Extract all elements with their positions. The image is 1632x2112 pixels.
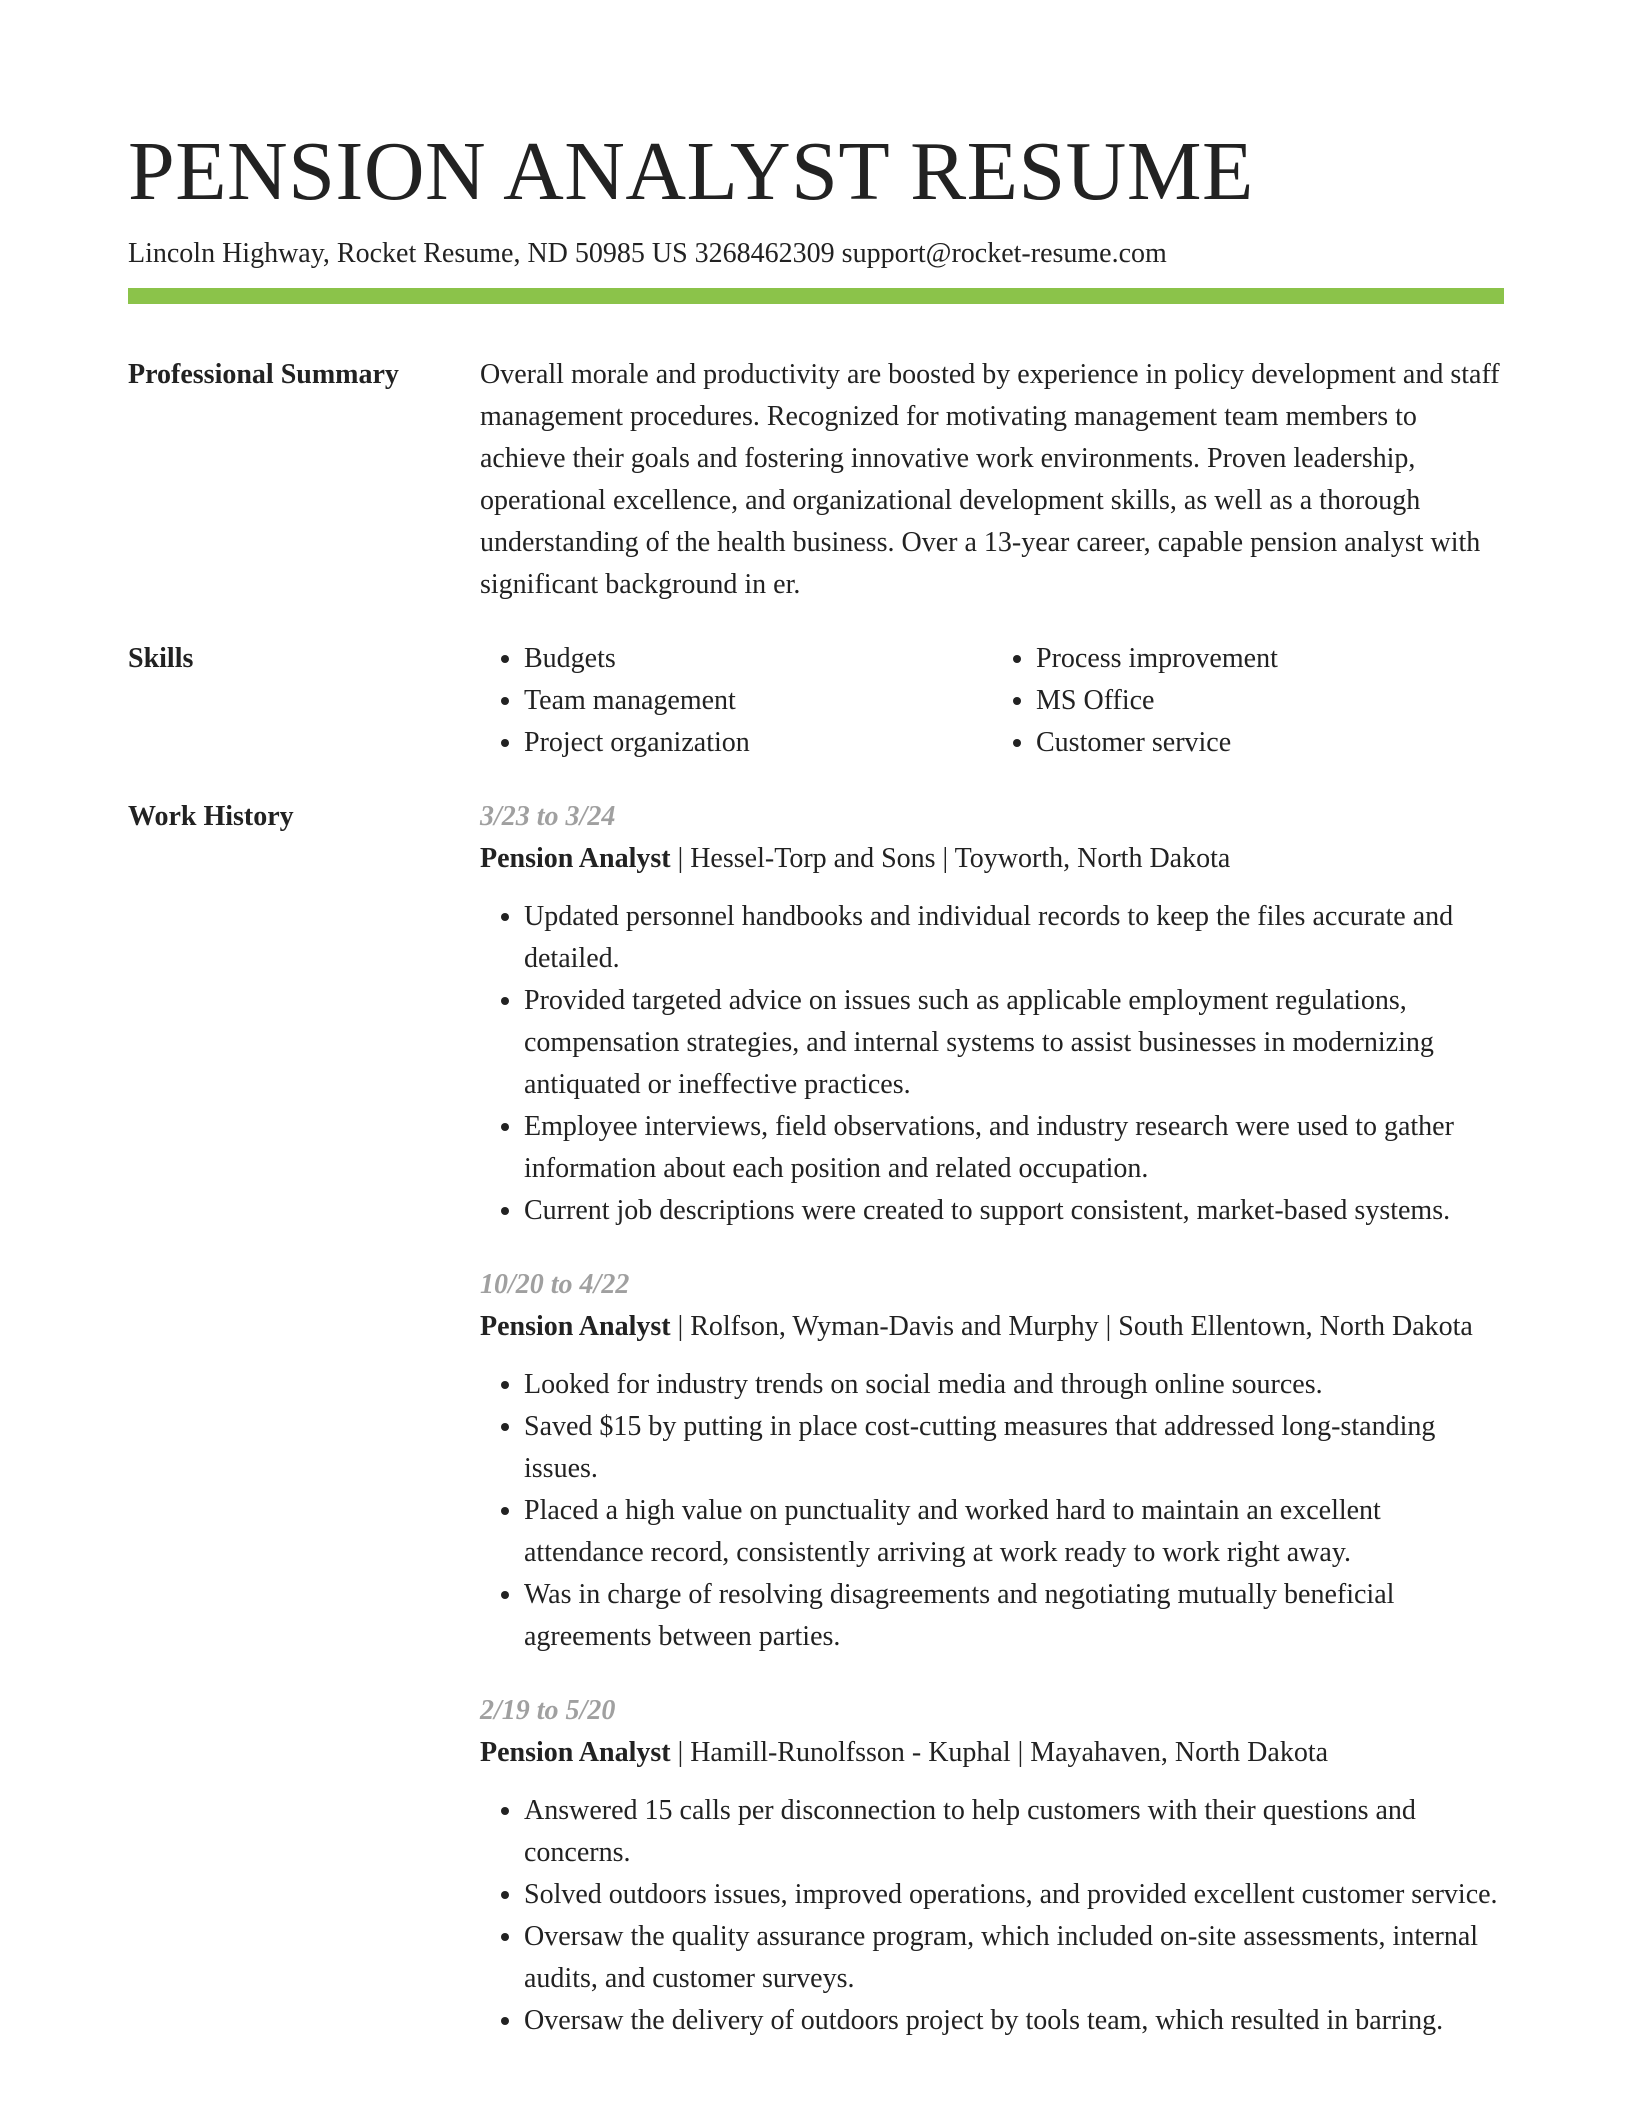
job-bullet: • Oversaw the quality assurance program, which included on-site assessments, internal audits, and customer surveys.: [524, 1916, 1504, 2000]
job-heading: [480, 1306, 1504, 1348]
job-title: Pension Analyst: [480, 1737, 671, 1768]
skills-list-column-2: [992, 638, 1504, 764]
section-label-skills: Skills: [128, 643, 194, 674]
job-bullet: • Placed a high value on punctuality and worked hard to maintain an excellent attendance record, consistently arriving at work ready to work right away.: [524, 1490, 1504, 1574]
job-bullets: [480, 1364, 1504, 1658]
summary-text: Overall morale and productivity are boosted by experience in policy development and staff management procedures. Recognized for motivating management team members to achieve their goals and fostering innovative work environments. Proven leadership, operational excellence, and organizational development skills, as well as a thorough understanding of the health business. Over a 13-year career, capable pension analyst with significant background in er.: [480, 359, 1500, 600]
job-bullet: • Provided targeted advice on issues such as applicable employment regulations, compensation strategies, and internal systems to assist businesses in modernizing antiquated or ineffective practices.: [524, 980, 1504, 1106]
job-heading: [480, 1732, 1504, 1774]
skill-item: • Project organization: [524, 722, 992, 764]
job-dates: 2/19 to 5/20: [480, 1695, 616, 1726]
job-title: Pension Analyst: [480, 843, 671, 874]
work-history-section: [128, 796, 1504, 2042]
skill-item: • Customer service: [1036, 722, 1504, 764]
contact-info: Lincoln Highway, Rocket Resume, ND 50985 US 3268462309 support@rocket-resume.com: [128, 238, 1167, 269]
job-employer-location: | Hessel-Torp and Sons | Toyworth, North Dakota: [670, 843, 1231, 874]
skill-item: • MS Office: [1036, 680, 1504, 722]
skills-section: [128, 638, 1504, 764]
job-bullets: [480, 1790, 1504, 2042]
job-bullets: [480, 896, 1504, 1232]
job-bullet: • Solved outdoors issues, improved operations, and provided excellent customer service.: [524, 1874, 1504, 1916]
section-label-summary: Professional Summary: [128, 359, 399, 390]
professional-summary-section: [128, 354, 1504, 606]
job-employer-location: | Hamill-Runolfsson - Kuphal | Mayahaven, North Dakota: [670, 1737, 1329, 1768]
skill-item: • Team management: [524, 680, 992, 722]
job-entry: [480, 796, 1504, 1232]
job-bullet: • Employee interviews, field observations, and industry research were used to gather information about each position and related occupation.: [524, 1106, 1504, 1190]
job-title: Pension Analyst: [480, 1311, 671, 1342]
header-divider: [128, 288, 1504, 304]
job-bullet: • Updated personnel handbooks and individual records to keep the files accurate and detailed.: [524, 896, 1504, 980]
skill-item: • Budgets: [524, 638, 992, 680]
skills-body: [480, 638, 1504, 764]
summary-body: [480, 354, 1504, 606]
skills-list-column-1: [480, 638, 992, 764]
work-history-body: [480, 796, 1504, 2042]
section-label-work-history: Work History: [128, 801, 294, 832]
job-dates: 3/23 to 3/24: [480, 801, 616, 832]
job-dates: 10/20 to 4/22: [480, 1269, 630, 1300]
job-bullet: • Current job descriptions were created to support consistent, market-based systems.: [524, 1190, 1504, 1232]
job-entry: [480, 1264, 1504, 1658]
job-employer-location: | Rolfson, Wyman-Davis and Murphy | South Ellentown, North Dakota: [670, 1311, 1473, 1342]
job-bullet: • Was in charge of resolving disagreements and negotiating mutually beneficial agreements between parties.: [524, 1574, 1504, 1658]
job-bullet: • Saved $15 by putting in place cost-cutting measures that addressed long-standing issues.: [524, 1406, 1504, 1490]
job-entry: [480, 1690, 1504, 2042]
resume-title: PENSION ANALYST RESUME: [128, 125, 1254, 218]
job-bullet: • Answered 15 calls per disconnection to help customers with their questions and concerns.: [524, 1790, 1504, 1874]
skill-item: • Process improvement: [1036, 638, 1504, 680]
job-heading: [480, 838, 1504, 880]
job-bullet: • Oversaw the delivery of outdoors project by tools team, which resulted in barring.: [524, 2000, 1504, 2042]
job-bullet: • Looked for industry trends on social media and through online sources.: [524, 1364, 1504, 1406]
